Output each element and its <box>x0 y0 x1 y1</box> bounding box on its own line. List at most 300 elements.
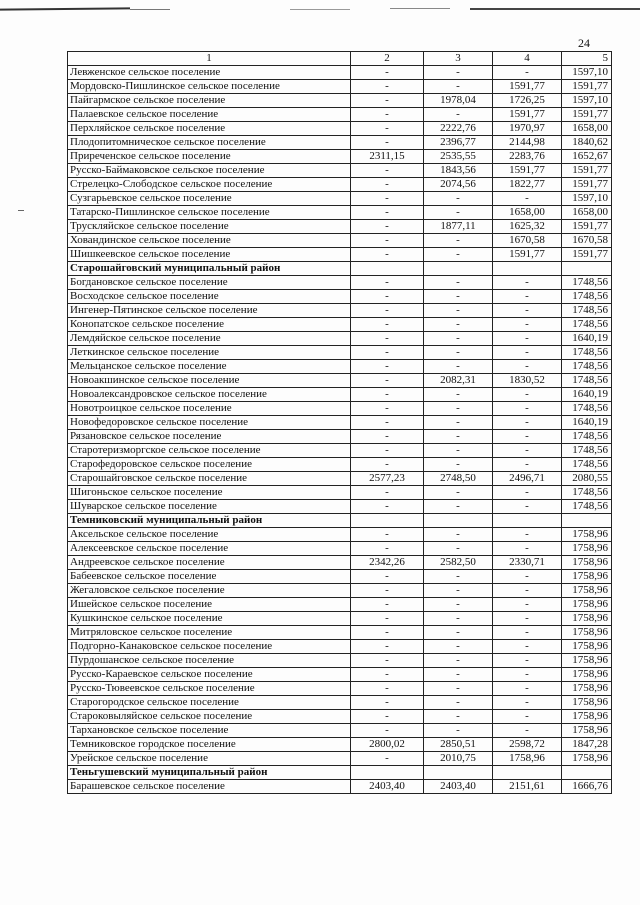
table-row <box>68 682 612 696</box>
settlement-name: Подгорно-Канаковское сельское поселение <box>68 640 351 654</box>
col-3-value: 2748,50 <box>424 472 493 486</box>
col-3-value: - <box>424 640 493 654</box>
settlement-name: Старогородское сельское поселение <box>68 696 351 710</box>
col-4-value: 2330,71 <box>493 556 562 570</box>
empty-cell <box>562 262 612 276</box>
col-4-value: - <box>493 696 562 710</box>
col-4-value: - <box>493 598 562 612</box>
table-row <box>68 696 612 710</box>
col-2-value: - <box>351 192 424 206</box>
col-2-value: - <box>351 710 424 724</box>
table-row <box>68 318 612 332</box>
col-2-value: - <box>351 430 424 444</box>
col-5-value: 1758,96 <box>562 752 612 766</box>
col-3-value: 2582,50 <box>424 556 493 570</box>
col-2-value: - <box>351 122 424 136</box>
col-3-value: 1877,11 <box>424 220 493 234</box>
district-name: Теньгушевский муниципальный район <box>68 766 351 780</box>
empty-cell <box>562 766 612 780</box>
col-3-value: - <box>424 696 493 710</box>
col-3-value: - <box>424 346 493 360</box>
col-4-value: - <box>493 360 562 374</box>
col-2-value: - <box>351 486 424 500</box>
col-4-value: - <box>493 346 562 360</box>
col-3-value: - <box>424 430 493 444</box>
col-2-value: - <box>351 626 424 640</box>
col-3-value: - <box>424 192 493 206</box>
col-3-value: - <box>424 584 493 598</box>
col-5-value: 1591,77 <box>562 80 612 94</box>
col-3-value: - <box>424 108 493 122</box>
settlement-name: Леткинское сельское поселение <box>68 346 351 360</box>
col-2-value: - <box>351 388 424 402</box>
settlement-name: Перхляйское сельское поселение <box>68 122 351 136</box>
col-3-value: - <box>424 458 493 472</box>
settlement-name: Мордовско-Пишлинское сельское поселение <box>68 80 351 94</box>
settlement-name: Шуварское сельское поселение <box>68 500 351 514</box>
settlement-name: Шишкеевское сельское поселение <box>68 248 351 262</box>
col-3-value: - <box>424 724 493 738</box>
table-row <box>68 178 612 192</box>
col-2-value: - <box>351 654 424 668</box>
col-5-value: 2080,55 <box>562 472 612 486</box>
settlement-name: Трускляйское сельское поселение <box>68 220 351 234</box>
col-2-value: - <box>351 528 424 542</box>
table-row <box>68 374 612 388</box>
col-4-value: - <box>493 542 562 556</box>
col-2-value: - <box>351 290 424 304</box>
col-2-value: - <box>351 80 424 94</box>
col-3-value: 1978,04 <box>424 94 493 108</box>
col-3-value: - <box>424 626 493 640</box>
col-2-value: - <box>351 220 424 234</box>
col-3-value: 2535,55 <box>424 150 493 164</box>
col-5-value: 1640,19 <box>562 416 612 430</box>
table-row <box>68 472 612 486</box>
col-5-value: 1748,56 <box>562 402 612 416</box>
col-2-value: 2577,23 <box>351 472 424 486</box>
col-5-value: 1748,56 <box>562 444 612 458</box>
col-4-value: - <box>493 626 562 640</box>
col-2-value: - <box>351 178 424 192</box>
col-3-value: 2082,31 <box>424 374 493 388</box>
col-4-value: 1726,25 <box>493 94 562 108</box>
col-4-value: - <box>493 682 562 696</box>
col-2-value: - <box>351 332 424 346</box>
col-5-value: 1758,96 <box>562 612 612 626</box>
col-4-value: 2496,71 <box>493 472 562 486</box>
settlement-name: Конопатское сельское поселение <box>68 318 351 332</box>
col-4-value: - <box>493 304 562 318</box>
table-row <box>68 626 612 640</box>
margin-mark <box>18 210 24 211</box>
settlement-name: Приреченское сельское поселение <box>68 150 351 164</box>
settlement-name: Старошайговское сельское поселение <box>68 472 351 486</box>
table-row <box>68 388 612 402</box>
col-2-value: - <box>351 640 424 654</box>
col-4-value: 1591,77 <box>493 80 562 94</box>
col-5-value: 1758,96 <box>562 640 612 654</box>
col-5-value: 1591,77 <box>562 248 612 262</box>
col-3-value: - <box>424 206 493 220</box>
col-3-value: - <box>424 248 493 262</box>
col-4-value: - <box>493 710 562 724</box>
table-row <box>68 150 612 164</box>
col-4-value: - <box>493 500 562 514</box>
col-4-value: 1658,00 <box>493 206 562 220</box>
empty-cell <box>351 766 424 780</box>
col-4-value: 2598,72 <box>493 738 562 752</box>
col-4-value: - <box>493 458 562 472</box>
settlement-name: Тархановское сельское поселение <box>68 724 351 738</box>
section-header-row <box>68 766 612 780</box>
settlement-name: Рязановское сельское поселение <box>68 430 351 444</box>
col-4-value: - <box>493 528 562 542</box>
settlement-name: Плодопитомническое сельское поселение <box>68 136 351 150</box>
settlement-name: Старофедоровское сельское поселение <box>68 458 351 472</box>
settlement-name: Урейское сельское поселение <box>68 752 351 766</box>
table-row <box>68 332 612 346</box>
col-3-value: - <box>424 486 493 500</box>
col-2-value: - <box>351 248 424 262</box>
table-row <box>68 346 612 360</box>
col-5-value: 1758,96 <box>562 682 612 696</box>
col-2-value: 2342,26 <box>351 556 424 570</box>
table-row <box>68 108 612 122</box>
settlement-name: Староковыляйское сельское поселение <box>68 710 351 724</box>
col-2-value: - <box>351 136 424 150</box>
table-row <box>68 570 612 584</box>
col-5-value: 1758,96 <box>562 668 612 682</box>
col-4-value: - <box>493 192 562 206</box>
table-row <box>68 598 612 612</box>
table-row <box>68 220 612 234</box>
table-row <box>68 556 612 570</box>
table-row <box>68 668 612 682</box>
settlement-name: Русско-Баймаковское сельское поселение <box>68 164 351 178</box>
col-5-value: 1748,56 <box>562 458 612 472</box>
col-2-value: - <box>351 164 424 178</box>
settlement-name: Новоакшинское сельское поселение <box>68 374 351 388</box>
col-5-value: 1748,56 <box>562 374 612 388</box>
table-row <box>68 584 612 598</box>
header-col-2: 2 <box>351 52 424 66</box>
page-number: 24 <box>578 36 590 50</box>
col-3-value: 2074,56 <box>424 178 493 192</box>
empty-cell <box>562 514 612 528</box>
col-3-value: - <box>424 318 493 332</box>
col-3-value: - <box>424 388 493 402</box>
col-5-value: 1748,56 <box>562 304 612 318</box>
district-name: Старошайговский муниципальный район <box>68 262 351 276</box>
settlement-name: Шигоньское сельское поселение <box>68 486 351 500</box>
table-row <box>68 360 612 374</box>
empty-cell <box>493 766 562 780</box>
empty-cell <box>351 514 424 528</box>
col-3-value: - <box>424 66 493 80</box>
col-5-value: 1666,76 <box>562 780 612 794</box>
col-2-value: - <box>351 304 424 318</box>
settlement-name: Лемдяйское сельское поселение <box>68 332 351 346</box>
col-5-value: 1748,56 <box>562 346 612 360</box>
header-col-3: 3 <box>424 52 493 66</box>
table-row <box>68 500 612 514</box>
empty-cell <box>351 262 424 276</box>
col-3-value: - <box>424 234 493 248</box>
col-3-value: - <box>424 570 493 584</box>
col-3-value: - <box>424 682 493 696</box>
empty-cell <box>424 514 493 528</box>
table-row <box>68 542 612 556</box>
settlement-name: Пайгармское сельское поселение <box>68 94 351 108</box>
settlement-name: Митряловское сельское поселение <box>68 626 351 640</box>
settlement-name: Пурдошанское сельское поселение <box>68 654 351 668</box>
col-3-value: - <box>424 612 493 626</box>
col-3-value: - <box>424 416 493 430</box>
settlement-name: Андреевское сельское поселение <box>68 556 351 570</box>
table-row <box>68 80 612 94</box>
col-2-value: - <box>351 206 424 220</box>
settlement-name: Мельцанское сельское поселение <box>68 360 351 374</box>
col-5-value: 1758,96 <box>562 654 612 668</box>
table-row <box>68 430 612 444</box>
col-4-value: 1625,32 <box>493 220 562 234</box>
table-row <box>68 486 612 500</box>
settlement-name: Левженское сельское поселение <box>68 66 351 80</box>
table-row <box>68 276 612 290</box>
col-4-value: - <box>493 402 562 416</box>
col-5-value: 1758,96 <box>562 696 612 710</box>
table-row <box>68 290 612 304</box>
table-row <box>68 234 612 248</box>
settlement-name: Жегаловское сельское поселение <box>68 584 351 598</box>
col-3-value: - <box>424 332 493 346</box>
col-5-value: 1670,58 <box>562 234 612 248</box>
col-2-value: - <box>351 94 424 108</box>
col-4-value: - <box>493 584 562 598</box>
col-3-value: - <box>424 360 493 374</box>
col-5-value: 1758,96 <box>562 570 612 584</box>
scan-artifact-streak <box>0 6 640 12</box>
col-5-value: 1748,56 <box>562 486 612 500</box>
col-5-value: 1758,96 <box>562 584 612 598</box>
table-row <box>68 752 612 766</box>
col-4-value: - <box>493 570 562 584</box>
col-4-value: - <box>493 416 562 430</box>
col-5-value: 1748,56 <box>562 430 612 444</box>
table-row <box>68 164 612 178</box>
col-2-value: - <box>351 360 424 374</box>
col-5-value: 1591,77 <box>562 178 612 192</box>
settlement-name: Ингенер-Пятинское сельское поселение <box>68 304 351 318</box>
col-2-value: - <box>351 570 424 584</box>
col-4-value: - <box>493 612 562 626</box>
empty-cell <box>493 262 562 276</box>
col-4-value: - <box>493 640 562 654</box>
table-row <box>68 248 612 262</box>
section-header-row <box>68 262 612 276</box>
col-4-value: 1670,58 <box>493 234 562 248</box>
col-2-value: - <box>351 598 424 612</box>
col-2-value: - <box>351 444 424 458</box>
settlement-name: Восходское сельское поселение <box>68 290 351 304</box>
settlement-name: Сузгарьевское сельское поселение <box>68 192 351 206</box>
settlement-name: Стрелецко-Слободское сельское поселение <box>68 178 351 192</box>
district-name: Темниковский муниципальный район <box>68 514 351 528</box>
col-5-value: 1840,62 <box>562 136 612 150</box>
col-2-value: - <box>351 108 424 122</box>
col-2-value: - <box>351 696 424 710</box>
col-2-value: - <box>351 458 424 472</box>
col-5-value: 1597,10 <box>562 94 612 108</box>
table-row <box>68 710 612 724</box>
table-row <box>68 654 612 668</box>
settlement-name: Ишейское сельское поселение <box>68 598 351 612</box>
col-5-value: 1758,96 <box>562 556 612 570</box>
col-3-value: - <box>424 290 493 304</box>
col-2-value: - <box>351 318 424 332</box>
col-4-value: 1758,96 <box>493 752 562 766</box>
settlement-name: Русско-Тювеевское сельское поселение <box>68 682 351 696</box>
col-2-value: 2800,02 <box>351 738 424 752</box>
table-row <box>68 122 612 136</box>
col-2-value: - <box>351 276 424 290</box>
col-5-value: 1652,67 <box>562 150 612 164</box>
col-3-value: - <box>424 500 493 514</box>
col-2-value: 2311,15 <box>351 150 424 164</box>
table-row <box>68 640 612 654</box>
col-4-value: 1591,77 <box>493 164 562 178</box>
col-4-value: - <box>493 668 562 682</box>
table-row <box>68 444 612 458</box>
table-row <box>68 738 612 752</box>
table-row <box>68 304 612 318</box>
col-4-value: - <box>493 486 562 500</box>
col-5-value: 1597,10 <box>562 66 612 80</box>
settlement-name: Новоалександровское сельское поселение <box>68 388 351 402</box>
col-4-value: - <box>493 276 562 290</box>
col-2-value: - <box>351 374 424 388</box>
col-2-value: - <box>351 542 424 556</box>
col-2-value: - <box>351 668 424 682</box>
tariff-table-body <box>68 52 612 794</box>
col-5-value: 1847,28 <box>562 738 612 752</box>
col-4-value: 2151,61 <box>493 780 562 794</box>
col-2-value: - <box>351 346 424 360</box>
col-3-value: - <box>424 304 493 318</box>
col-2-value: - <box>351 752 424 766</box>
section-header-row <box>68 514 612 528</box>
settlement-name: Алексеевское сельское поселение <box>68 542 351 556</box>
col-4-value: - <box>493 724 562 738</box>
col-5-value: 1758,96 <box>562 598 612 612</box>
col-5-value: 1758,96 <box>562 710 612 724</box>
col-3-value: - <box>424 444 493 458</box>
col-5-value: 1758,96 <box>562 542 612 556</box>
col-3-value: 2403,40 <box>424 780 493 794</box>
col-3-value: - <box>424 528 493 542</box>
col-4-value: 1822,77 <box>493 178 562 192</box>
col-2-value: - <box>351 66 424 80</box>
col-2-value: - <box>351 402 424 416</box>
col-4-value: - <box>493 332 562 346</box>
empty-cell <box>493 514 562 528</box>
settlement-name: Темниковское городское поселение <box>68 738 351 752</box>
col-4-value: 1830,52 <box>493 374 562 388</box>
settlement-name: Барашевское сельское поселение <box>68 780 351 794</box>
col-5-value: 1591,77 <box>562 164 612 178</box>
table-row <box>68 458 612 472</box>
col-5-value: 1758,96 <box>562 528 612 542</box>
col-2-value: - <box>351 500 424 514</box>
col-4-value: 1970,97 <box>493 122 562 136</box>
empty-cell <box>424 262 493 276</box>
col-2-value: - <box>351 584 424 598</box>
col-5-value: 1640,19 <box>562 388 612 402</box>
col-2-value: - <box>351 416 424 430</box>
table-row <box>68 136 612 150</box>
col-4-value: 1591,77 <box>493 248 562 262</box>
table-row <box>68 192 612 206</box>
settlement-name: Новотроицкое сельское поселение <box>68 402 351 416</box>
col-5-value: 1658,00 <box>562 206 612 220</box>
col-5-value: 1758,96 <box>562 724 612 738</box>
table-row <box>68 94 612 108</box>
col-2-value: - <box>351 612 424 626</box>
col-2-value: 2403,40 <box>351 780 424 794</box>
table-row <box>68 66 612 80</box>
table-row <box>68 528 612 542</box>
col-5-value: 1597,10 <box>562 192 612 206</box>
col-4-value: 2144,98 <box>493 136 562 150</box>
col-2-value: - <box>351 682 424 696</box>
table-row <box>68 612 612 626</box>
col-4-value: - <box>493 318 562 332</box>
col-5-value: 1658,00 <box>562 122 612 136</box>
col-3-value: - <box>424 654 493 668</box>
col-3-value: - <box>424 668 493 682</box>
col-5-value: 1748,56 <box>562 276 612 290</box>
col-4-value: 1591,77 <box>493 108 562 122</box>
settlement-name: Татарско-Пишлинское сельское поселение <box>68 206 351 220</box>
col-3-value: - <box>424 80 493 94</box>
col-5-value: 1748,56 <box>562 290 612 304</box>
col-2-value: - <box>351 234 424 248</box>
settlement-name: Русско-Караевское сельское поселение <box>68 668 351 682</box>
col-5-value: 1640,19 <box>562 332 612 346</box>
header-col-5: 5 <box>562 52 612 66</box>
col-3-value: - <box>424 276 493 290</box>
col-3-value: - <box>424 710 493 724</box>
col-2-value: - <box>351 724 424 738</box>
col-5-value: 1748,56 <box>562 360 612 374</box>
col-3-value: - <box>424 598 493 612</box>
settlement-name: Кушкинское сельское поселение <box>68 612 351 626</box>
col-3-value: 2850,51 <box>424 738 493 752</box>
col-3-value: 2396,77 <box>424 136 493 150</box>
settlement-name: Новофедоровское сельское поселение <box>68 416 351 430</box>
col-4-value: 2283,76 <box>493 150 562 164</box>
settlement-name: Ховандинское сельское поселение <box>68 234 351 248</box>
settlement-name: Аксельское сельское поселение <box>68 528 351 542</box>
col-4-value: - <box>493 430 562 444</box>
col-4-value: - <box>493 444 562 458</box>
col-5-value: 1748,56 <box>562 500 612 514</box>
col-4-value: - <box>493 66 562 80</box>
settlement-name: Палаевское сельское поселение <box>68 108 351 122</box>
col-5-value: 1591,77 <box>562 108 612 122</box>
col-3-value: 1843,56 <box>424 164 493 178</box>
